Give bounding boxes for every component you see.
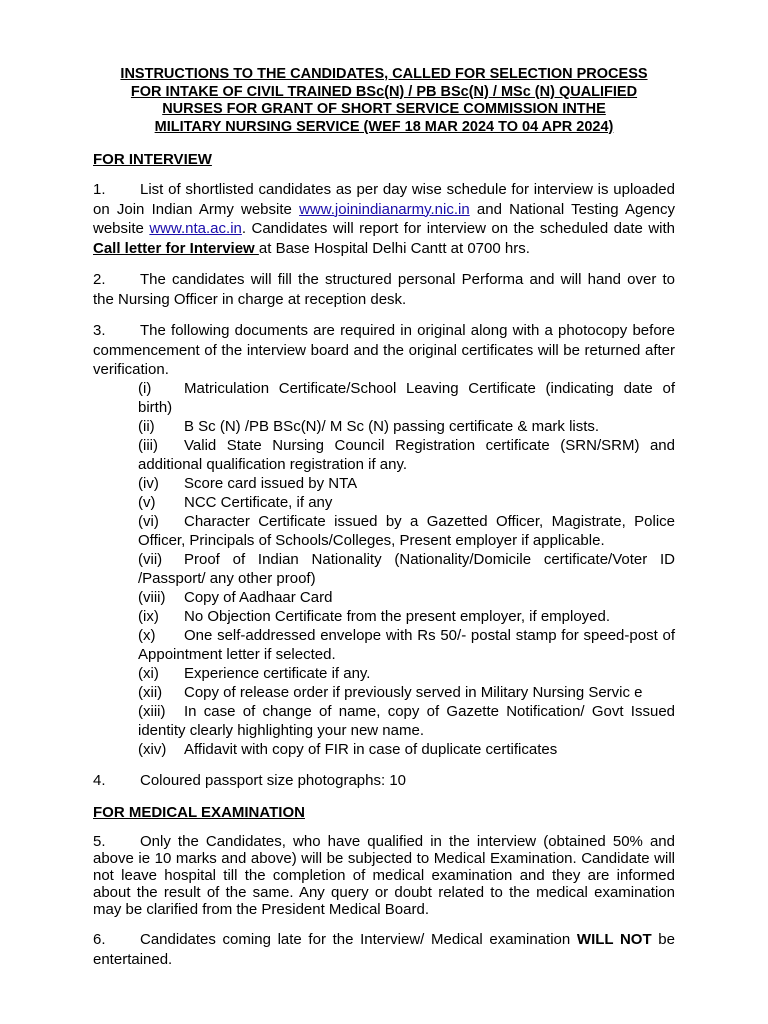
paragraph-text: be entertained. bbox=[93, 931, 675, 968]
title-line-3: NURSES FOR GRANT OF SHORT SERVICE COMMISSION INTHE bbox=[162, 101, 606, 117]
list-item: (vi) Character Certificate issued by a Gazetted Officer, Magistrate, Police Officer, Principals of Schools/Colleges, Present employer if applicable. bbox=[138, 512, 675, 549]
paragraph-number: 5. bbox=[93, 833, 106, 850]
paragraph-text: Coloured passport size photographs: 10 bbox=[140, 771, 407, 789]
paragraph-text: Candidates coming late for the Interview/ Medical examination bbox=[140, 931, 577, 948]
list-item: (xiv) Affidavit with copy of FIR in case of duplicate certificates bbox=[138, 740, 558, 758]
join-indian-army-link[interactable]: www.joinindianarmy.nic.in bbox=[299, 200, 470, 218]
paragraph-1 bbox=[93, 180, 675, 258]
nta-link[interactable]: www.nta.ac.in bbox=[149, 220, 242, 237]
title-line-1: INSTRUCTIONS TO THE CANDIDATES, CALLED FOR SELECTION PROCESS bbox=[120, 66, 648, 82]
will-not-emphasis: WILL NOT bbox=[576, 931, 652, 948]
call-letter-emphasis: Call letter for Interview bbox=[93, 239, 259, 257]
list-item: (ix) No Objection Certificate from the present employer, if employed. bbox=[138, 607, 611, 625]
paragraph-number: 2. bbox=[93, 271, 106, 288]
list-item: (vii) Proof of Indian Nationality (Nationality/Domicile certificate/Voter ID /Passport/ any other proof) bbox=[138, 550, 675, 587]
list-item: (v) NCC Certificate, if any bbox=[138, 493, 333, 511]
paragraph-text: . Candidates will report for interview on the scheduled date with bbox=[241, 220, 675, 237]
list-item: (xi) Experience certificate if any. bbox=[138, 664, 371, 682]
paragraph-text: List of shortlisted candidates as per day wise schedule for interview is uploaded on Join Indian Army website bbox=[93, 181, 675, 218]
list-item: (iii) Valid State Nursing Council Registration certificate (SRN/SRM) and additional qualification registration if any. bbox=[138, 436, 675, 473]
title-line-4: MILITARY NURSING SERVICE (WEF 18 MAR 2024 TO 04 APR 2024) bbox=[154, 118, 614, 135]
list-item: (x) One self-addressed envelope with Rs 50/- postal stamp for speed-post of Appointment letter if selected. bbox=[138, 626, 675, 663]
paragraph-2 bbox=[93, 270, 675, 309]
list-item: (xii) Copy of release order if previously served in Military Nursing Servic e bbox=[138, 683, 643, 701]
paragraph-text: The following documents are required in original along with a photocopy before commencement of the interview board and the original certificates will be returned after verification. bbox=[93, 322, 675, 378]
documents-list bbox=[138, 379, 675, 759]
paragraph-4 bbox=[93, 771, 675, 791]
paragraph-text: Only the Candidates, who have qualified in the interview (obtained 50% and above ie 10 marks and above) will be subjected to Medical Examination. Candidate will not leave hospital till the completion of medical examination and they are informed about the result of the same. Any query or doubt related to the medical examination may be clarified from the President Medical Board. bbox=[93, 833, 675, 918]
paragraph-6 bbox=[93, 930, 675, 969]
list-item: (i) Matriculation Certificate/School Leaving Certificate (indicating date of birth) bbox=[138, 379, 675, 416]
paragraph-text: at Base Hospital Delhi Cantt at 0700 hrs. bbox=[258, 239, 530, 257]
paragraph-text: and National Testing Agency website bbox=[93, 200, 675, 237]
list-item: (viii) Copy of Aadhaar Card bbox=[138, 588, 333, 606]
paragraph-text: The candidates will fill the structured personal Performa and will hand over to the Nursing Officer in charge at reception desk. bbox=[93, 271, 675, 308]
title-line-2: FOR INTAKE OF CIVIL TRAINED BSc(N) / PB BSc(N) / MSc (N) QUALIFIED bbox=[130, 83, 638, 100]
list-item: (ii) B Sc (N) /PB BSc(N)/ M Sc (N) passing certificate & mark lists. bbox=[138, 417, 600, 435]
paragraph-number: 4. bbox=[93, 771, 106, 789]
document-title bbox=[93, 66, 675, 136]
paragraph-number: 6. bbox=[93, 931, 106, 948]
list-item: (xiii) In case of change of name, copy of Gazette Notification/ Govt Issued identity clearly highlighting your new name. bbox=[138, 702, 675, 739]
paragraph-number: 1. bbox=[93, 181, 106, 198]
medical-heading: FOR MEDICAL EXAMINATION bbox=[93, 804, 305, 821]
paragraph-3 bbox=[93, 321, 675, 380]
paragraph-5 bbox=[93, 833, 675, 918]
paragraph-number: 3. bbox=[93, 322, 106, 339]
list-item: (iv) Score card issued by NTA bbox=[138, 474, 358, 492]
interview-heading: FOR INTERVIEW bbox=[93, 151, 212, 168]
